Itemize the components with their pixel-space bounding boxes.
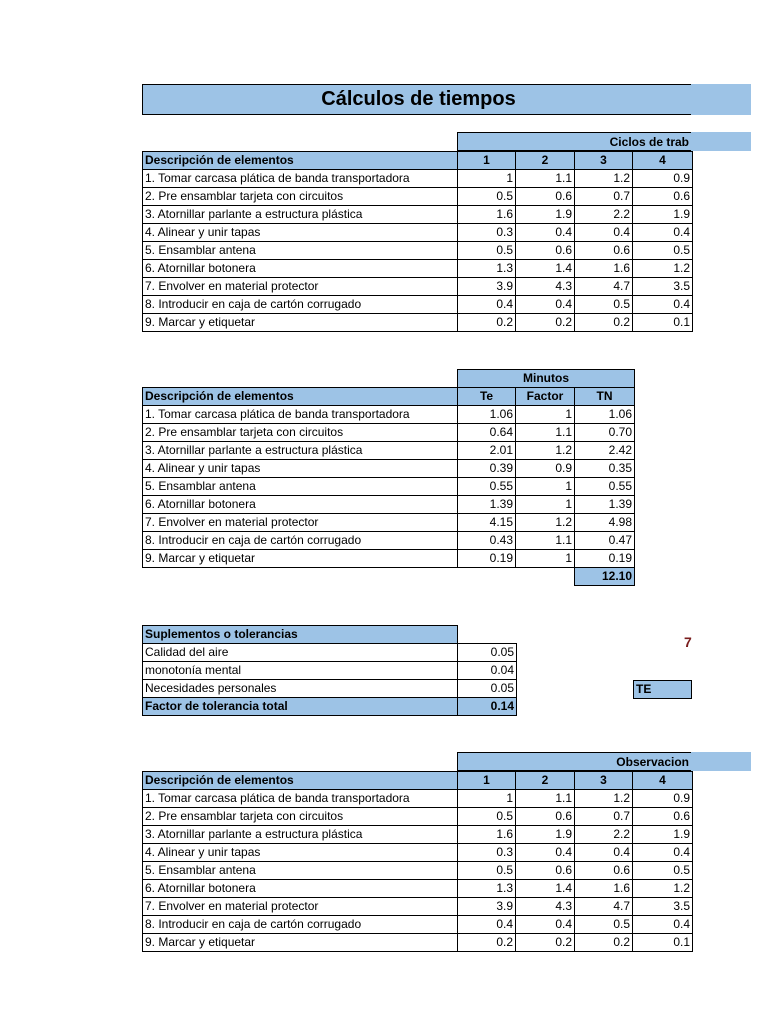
table-row xyxy=(143,680,517,698)
cycle-value: 0.4 xyxy=(633,844,693,862)
cycle-value: 0.6 xyxy=(516,862,575,880)
cycle-value: 1.9 xyxy=(633,206,693,224)
cycle-value: 0.6 xyxy=(575,862,633,880)
element-description: 3. Atornillar parlante a estructura plástica xyxy=(143,206,458,224)
cycle-value: 1.6 xyxy=(458,206,516,224)
cycle-value: 0.6 xyxy=(516,188,575,206)
element-description: 7. Envolver en material protector xyxy=(143,898,458,916)
cycle-value: 1.9 xyxy=(516,826,575,844)
table-row xyxy=(143,424,635,442)
te-value: 0.43 xyxy=(458,532,516,550)
cycle-value: 0.9 xyxy=(633,790,693,808)
element-description: 5. Ensamblar antena xyxy=(143,862,458,880)
cycle-value: 0.4 xyxy=(575,844,633,862)
column-header-cycle: 4 xyxy=(633,772,693,790)
tn-value: 0.35 xyxy=(575,460,635,478)
cycle-value: 0.6 xyxy=(575,242,633,260)
cycle-value: 0.4 xyxy=(575,224,633,242)
table-row xyxy=(143,170,693,188)
table-row xyxy=(143,662,517,680)
factor-value: 1.1 xyxy=(516,424,575,442)
te-value: 4.15 xyxy=(458,514,516,532)
cycle-value: 0.5 xyxy=(458,808,516,826)
table-row xyxy=(143,826,693,844)
total-spacer xyxy=(143,568,458,586)
te-value: 1.39 xyxy=(458,496,516,514)
cycle-value: 4.7 xyxy=(575,278,633,296)
cycle-value: 0.5 xyxy=(633,862,693,880)
page-title: Cálculos de tiempos xyxy=(321,88,516,110)
tn-total: 12.10 xyxy=(575,568,635,586)
factor-value: 1 xyxy=(516,406,575,424)
table-row xyxy=(143,934,693,952)
table-row xyxy=(143,880,693,898)
table-row xyxy=(143,862,693,880)
stray-mark: 7 xyxy=(684,634,692,650)
column-header-cycle: 1 xyxy=(458,152,516,170)
cycle-value: 1.3 xyxy=(458,880,516,898)
element-description: 5. Ensamblar antena xyxy=(143,242,458,260)
table-row xyxy=(143,496,635,514)
cycle-value: 0.4 xyxy=(516,916,575,934)
element-description: 6. Atornillar botonera xyxy=(143,880,458,898)
factor-value: 1.2 xyxy=(516,442,575,460)
table4-band: Observacion xyxy=(457,752,691,771)
cycle-value: 4.7 xyxy=(575,898,633,916)
cycle-value: 1.2 xyxy=(633,880,693,898)
header-row xyxy=(143,388,635,406)
table-row xyxy=(143,406,635,424)
table-row xyxy=(143,206,693,224)
cycle-value: 0.2 xyxy=(575,314,633,332)
column-header-tn: TN xyxy=(575,388,635,406)
cycle-value: 1.9 xyxy=(633,826,693,844)
header-row xyxy=(143,152,693,170)
tn-value: 1.06 xyxy=(575,406,635,424)
element-description: 2. Pre ensamblar tarjeta con circuitos xyxy=(143,808,458,826)
cycle-value: 0.5 xyxy=(458,242,516,260)
table-row xyxy=(143,790,693,808)
factor-value: 1 xyxy=(516,496,575,514)
cycle-value: 0.2 xyxy=(458,314,516,332)
cycle-value: 1.6 xyxy=(575,880,633,898)
cycle-value: 0.4 xyxy=(516,296,575,314)
element-description: 4. Alinear y unir tapas xyxy=(143,224,458,242)
cycle-value: 0.3 xyxy=(458,224,516,242)
te-cell: TE xyxy=(633,680,692,699)
tn-value: 0.47 xyxy=(575,532,635,550)
allowance-label: Necesidades personales xyxy=(143,680,458,698)
element-description: 8. Introducir en caja de cartón corrugado xyxy=(143,916,458,934)
te-value: 0.19 xyxy=(458,550,516,568)
cycle-value: 0.2 xyxy=(458,934,516,952)
cycle-value: 1.2 xyxy=(633,260,693,278)
cycle-value: 1.3 xyxy=(458,260,516,278)
element-description: 9. Marcar y etiquetar xyxy=(143,934,458,952)
cycle-value: 0.4 xyxy=(516,844,575,862)
cycle-value: 1.6 xyxy=(575,260,633,278)
cycle-value: 0.5 xyxy=(575,296,633,314)
band-row xyxy=(143,370,635,388)
cycle-value: 0.4 xyxy=(633,916,693,934)
element-description: 6. Atornillar botonera xyxy=(143,260,458,278)
table-row xyxy=(143,644,517,662)
total-tolerance-label: Factor de tolerancia total xyxy=(143,698,458,716)
cycles-table xyxy=(142,151,693,332)
table-row xyxy=(143,442,635,460)
cycle-value: 2.2 xyxy=(575,826,633,844)
cycle-value: 0.1 xyxy=(633,314,693,332)
cycle-value: 3.9 xyxy=(458,898,516,916)
allowance-label: monotonía mental xyxy=(143,662,458,680)
cycle-value: 0.6 xyxy=(516,808,575,826)
minutes-table xyxy=(142,369,635,586)
header-spacer xyxy=(458,626,517,644)
total-row xyxy=(143,568,635,586)
tn-value: 2.42 xyxy=(575,442,635,460)
cycle-value: 1.4 xyxy=(516,880,575,898)
cycle-value: 1 xyxy=(458,790,516,808)
cycle-value: 1.1 xyxy=(516,170,575,188)
table-row xyxy=(143,188,693,206)
table1-band: Ciclos de trab xyxy=(457,132,691,151)
element-description: 1. Tomar carcasa plática de banda transportadora xyxy=(143,406,458,424)
total-spacer xyxy=(516,568,575,586)
total-tolerance-value: 0.14 xyxy=(458,698,517,716)
te-value: 2.01 xyxy=(458,442,516,460)
column-header-cycle: 1 xyxy=(458,772,516,790)
cycle-value: 0.6 xyxy=(633,188,693,206)
column-header-description: Descripción de elementos xyxy=(143,388,458,406)
cycle-value: 0.1 xyxy=(633,934,693,952)
table1-band-extension xyxy=(691,132,751,151)
element-description: 3. Atornillar parlante a estructura plástica xyxy=(143,826,458,844)
te-value: 1.06 xyxy=(458,406,516,424)
cycle-value: 0.7 xyxy=(575,808,633,826)
factor-value: 1 xyxy=(516,478,575,496)
te-value: 0.55 xyxy=(458,478,516,496)
cycle-value: 0.6 xyxy=(633,808,693,826)
factor-value: 1 xyxy=(516,550,575,568)
cycle-value: 3.5 xyxy=(633,898,693,916)
cycle-value: 0.4 xyxy=(458,296,516,314)
te-value: 0.39 xyxy=(458,460,516,478)
total-row xyxy=(143,698,517,716)
header-row xyxy=(143,772,693,790)
column-header-cycle: 2 xyxy=(516,152,575,170)
element-description: 1. Tomar carcasa plática de banda transportadora xyxy=(143,790,458,808)
tn-value: 0.19 xyxy=(575,550,635,568)
column-header-cycle: 3 xyxy=(575,772,633,790)
te-value: 0.64 xyxy=(458,424,516,442)
cycle-value: 0.4 xyxy=(633,224,693,242)
table-row xyxy=(143,460,635,478)
table-row xyxy=(143,242,693,260)
element-description: 8. Introducir en caja de cartón corrugado xyxy=(143,296,458,314)
column-header-te: Te xyxy=(458,388,516,406)
table-row xyxy=(143,278,693,296)
table4-band-extension xyxy=(691,752,751,771)
cycle-value: 1.2 xyxy=(575,170,633,188)
cycle-value: 3.9 xyxy=(458,278,516,296)
table-row xyxy=(143,844,693,862)
cycle-value: 1.9 xyxy=(516,206,575,224)
element-description: 5. Ensamblar antena xyxy=(143,478,458,496)
factor-value: 1.1 xyxy=(516,532,575,550)
table-row xyxy=(143,532,635,550)
column-header-factor: Factor xyxy=(516,388,575,406)
cycle-value: 3.5 xyxy=(633,278,693,296)
column-header-description: Descripción de elementos xyxy=(143,772,458,790)
cycle-value: 0.2 xyxy=(516,314,575,332)
element-description: 1. Tomar carcasa plática de banda transportadora xyxy=(143,170,458,188)
cycle-value: 0.5 xyxy=(575,916,633,934)
header-row xyxy=(143,626,517,644)
allowance-label: Calidad del aire xyxy=(143,644,458,662)
column-header-cycle: 3 xyxy=(575,152,633,170)
cycle-value: 0.5 xyxy=(458,862,516,880)
table-row xyxy=(143,478,635,496)
column-header-cycle: 2 xyxy=(516,772,575,790)
factor-value: 0.9 xyxy=(516,460,575,478)
element-description: 7. Envolver en material protector xyxy=(143,514,458,532)
cycle-value: 0.3 xyxy=(458,844,516,862)
allowance-value: 0.05 xyxy=(458,644,517,662)
table-row xyxy=(143,916,693,934)
cycle-value: 1 xyxy=(458,170,516,188)
column-header-cycle: 4 xyxy=(633,152,693,170)
table-row xyxy=(143,224,693,242)
tn-value: 0.55 xyxy=(575,478,635,496)
factor-value: 1.2 xyxy=(516,514,575,532)
cycle-value: 1.2 xyxy=(575,790,633,808)
allowances-table xyxy=(142,625,517,716)
cycle-value: 0.4 xyxy=(516,224,575,242)
cycle-value: 0.2 xyxy=(575,934,633,952)
allowance-value: 0.05 xyxy=(458,680,517,698)
element-description: 2. Pre ensamblar tarjeta con circuitos xyxy=(143,424,458,442)
cycle-value: 1.4 xyxy=(516,260,575,278)
element-description: 3. Atornillar parlante a estructura plástica xyxy=(143,442,458,460)
cycle-value: 4.3 xyxy=(516,898,575,916)
cycle-value: 0.7 xyxy=(575,188,633,206)
element-description: 4. Alinear y unir tapas xyxy=(143,844,458,862)
tn-value: 1.39 xyxy=(575,496,635,514)
cycle-value: 4.3 xyxy=(516,278,575,296)
allowance-value: 0.04 xyxy=(458,662,517,680)
band-spacer xyxy=(143,370,458,388)
cycle-value: 0.9 xyxy=(633,170,693,188)
cycle-value: 0.4 xyxy=(633,296,693,314)
table-row xyxy=(143,260,693,278)
cycle-value: 0.2 xyxy=(516,934,575,952)
table-row xyxy=(143,296,693,314)
allowances-header: Suplementos o tolerancias xyxy=(143,626,458,644)
element-description: 6. Atornillar botonera xyxy=(143,496,458,514)
observations-table xyxy=(142,771,693,952)
element-description: 4. Alinear y unir tapas xyxy=(143,460,458,478)
element-description: 2. Pre ensamblar tarjeta con circuitos xyxy=(143,188,458,206)
element-description: 9. Marcar y etiquetar xyxy=(143,314,458,332)
element-description: 7. Envolver en material protector xyxy=(143,278,458,296)
tn-value: 0.70 xyxy=(575,424,635,442)
cycle-value: 1.1 xyxy=(516,790,575,808)
title-bar-extension xyxy=(691,84,751,115)
cycle-value: 0.4 xyxy=(458,916,516,934)
table-row xyxy=(143,550,635,568)
table-row xyxy=(143,514,635,532)
total-spacer xyxy=(458,568,516,586)
table-row xyxy=(143,314,693,332)
minutes-band: Minutos xyxy=(458,370,635,388)
cycle-value: 0.5 xyxy=(458,188,516,206)
cycle-value: 0.5 xyxy=(633,242,693,260)
tn-value: 4.98 xyxy=(575,514,635,532)
cycle-value: 1.6 xyxy=(458,826,516,844)
element-description: 8. Introducir en caja de cartón corrugado xyxy=(143,532,458,550)
cycle-value: 0.6 xyxy=(516,242,575,260)
table-row xyxy=(143,808,693,826)
table-row xyxy=(143,898,693,916)
cycle-value: 2.2 xyxy=(575,206,633,224)
column-header-description: Descripción de elementos xyxy=(143,152,458,170)
element-description: 9. Marcar y etiquetar xyxy=(143,550,458,568)
